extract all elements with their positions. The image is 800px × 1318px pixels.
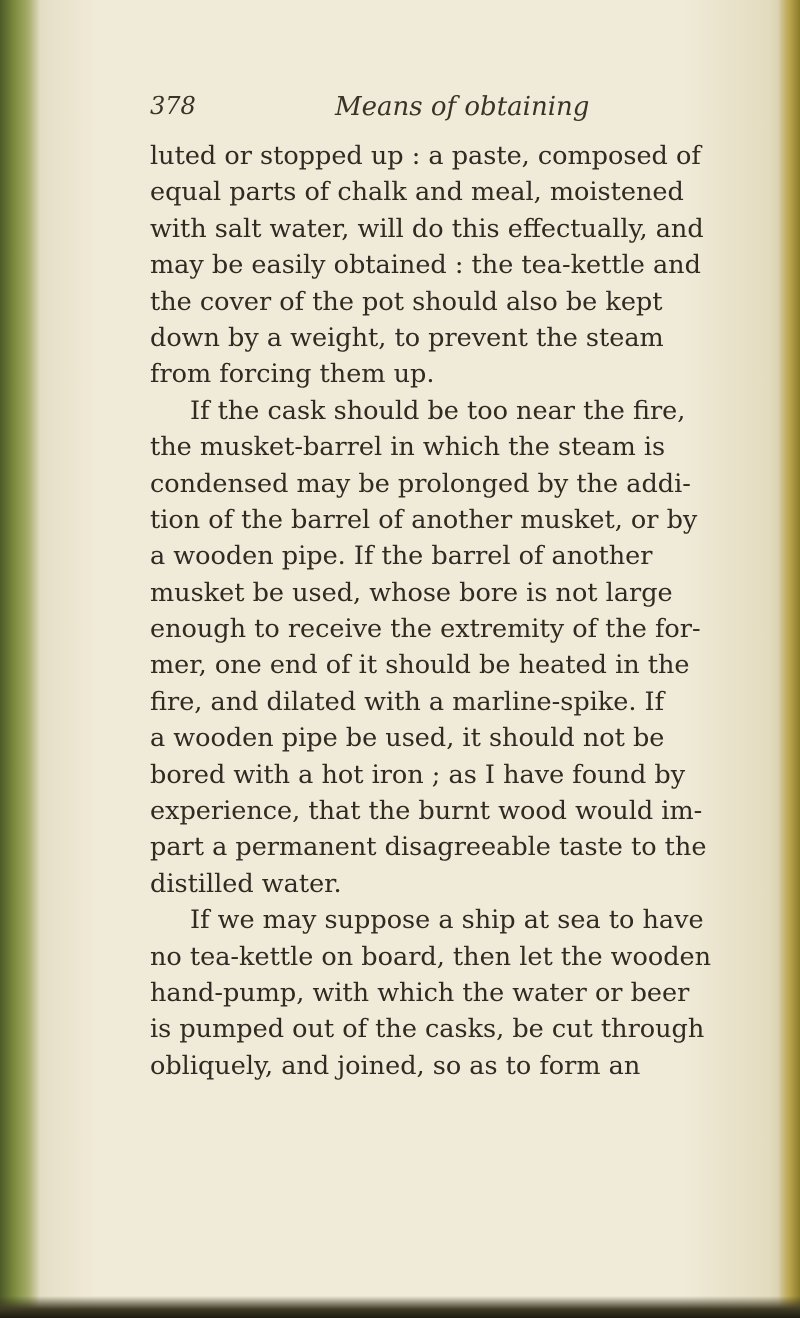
text-line: a wooden pipe be used, it should not be bbox=[150, 723, 665, 754]
page-bottom-edge bbox=[0, 1296, 800, 1318]
text-line: hand-pump, with which the water or beer bbox=[150, 977, 690, 1008]
text-line: from forcing them up. bbox=[150, 359, 435, 390]
text-line: mer, one end of it should be heated in the bbox=[150, 650, 690, 681]
text-line: obliquely, and joined, so as to form an bbox=[150, 1050, 641, 1081]
text-line: the cover of the pot should also be kept bbox=[150, 286, 663, 317]
page-binding-edge-left bbox=[0, 0, 40, 1318]
text-line: may be easily obtained : the tea-kettle and bbox=[150, 250, 701, 281]
text-line: condensed may be prolonged by the addi- bbox=[150, 468, 691, 499]
text-line: If the cask should be too near the fire, bbox=[190, 395, 686, 426]
running-header bbox=[150, 92, 590, 134]
text-line: musket be used, whose bore is not large bbox=[150, 577, 673, 608]
body-text bbox=[150, 138, 750, 1084]
page-number: 378 bbox=[150, 92, 196, 120]
text-line: equal parts of chalk and meal, moistened bbox=[150, 177, 684, 208]
text-line: distilled water. bbox=[150, 868, 342, 899]
text-line: a wooden pipe. If the barrel of another bbox=[150, 541, 653, 572]
text-line: tion of the barrel of another musket, or by bbox=[150, 504, 698, 535]
page-binding-edge-right bbox=[778, 0, 800, 1318]
text-line: experience, that the burnt wood would im- bbox=[150, 796, 703, 827]
text-line: with salt water, will do this effectually, and bbox=[150, 213, 704, 244]
text-line: the musket-barrel in which the steam is bbox=[150, 432, 666, 463]
text-line: no tea-kettle on board, then let the wooden bbox=[150, 941, 712, 972]
text-line: part a permanent disagreeable taste to the bbox=[150, 832, 707, 863]
text-line: fire, and dilated with a marline-spike. If bbox=[150, 686, 665, 717]
running-title: Means of obtaining bbox=[335, 92, 590, 122]
text-line: is pumped out of the casks, be cut through bbox=[150, 1014, 705, 1045]
text-line: enough to receive the extremity of the for- bbox=[150, 614, 701, 645]
text-line: bored with a hot iron ; as I have found by bbox=[150, 759, 686, 790]
text-line: If we may suppose a ship at sea to have bbox=[190, 905, 704, 936]
text-line: luted or stopped up : a paste, composed of bbox=[150, 141, 701, 171]
text-line: down by a weight, to prevent the steam bbox=[150, 322, 664, 353]
